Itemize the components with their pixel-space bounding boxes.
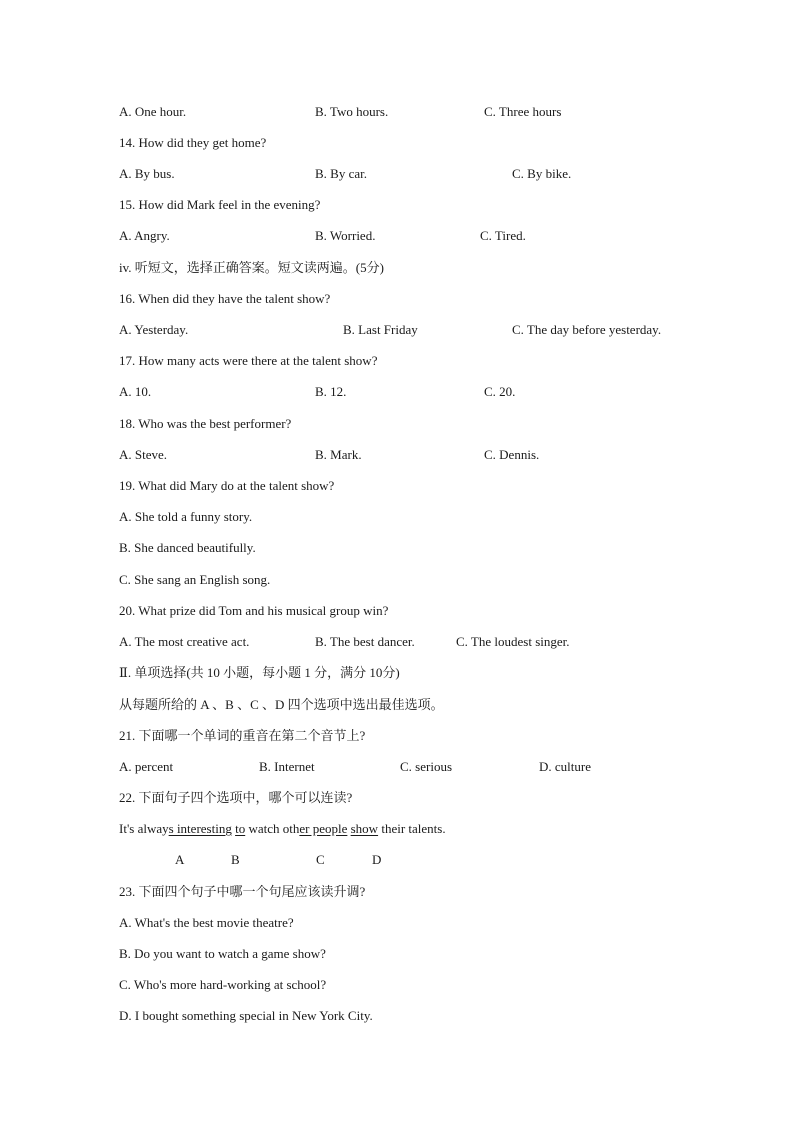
section-iv-heading: iv. 听短文，选择正确答案。短文读两遍。(5分) xyxy=(119,260,384,275)
q14-option-c: C. By bike. xyxy=(512,166,572,181)
section-ii-heading: Ⅱ. 单项选择(共 10 小题，每小题 1 分，满分 10分) xyxy=(119,665,400,680)
q16-option-c: C. The day before yesterday. xyxy=(512,322,662,337)
q23-question: 23. 下面四个句子中哪一个句尾应该读升调? xyxy=(119,884,366,899)
q22-question: 22. 下面句子四个选项中，哪个可以连读? xyxy=(119,790,353,805)
q22-link-c: er people xyxy=(299,821,348,836)
q22-link-a: s interesting xyxy=(168,821,232,836)
q23-option-a: A. What's the best movie theatre? xyxy=(119,915,294,930)
q22-link-b: to xyxy=(235,821,246,836)
q20-option-c: C. The loudest singer. xyxy=(456,634,570,649)
q14-option-b: B. By car. xyxy=(315,166,367,181)
q20-option-a: A. The most creative act. xyxy=(119,634,250,649)
q19-option-a: A. She told a funny story. xyxy=(119,509,253,524)
q17-question: 17. How many acts were there at the talent show? xyxy=(119,353,378,368)
q23-option-c: C. Who's more hard-working at school? xyxy=(119,977,327,992)
q18-question: 18. Who was the best performer? xyxy=(119,416,292,431)
q21-option-b: B. Internet xyxy=(259,759,315,774)
q16-option-a: A. Yesterday. xyxy=(119,322,189,337)
q22-sentence-text: watch oth xyxy=(245,821,300,836)
q14-option-a: A. By bus. xyxy=(119,166,175,181)
q18-option-c: C. Dennis. xyxy=(484,447,540,462)
q15-option-a: A. Angry. xyxy=(119,228,170,243)
q21-question: 21. 下面哪一个单词的重音在第二个音节上? xyxy=(119,728,366,743)
q22-link-d: show xyxy=(350,821,379,836)
q13-option-a: A. One hour. xyxy=(119,104,187,119)
q17-option-c: C. 20. xyxy=(484,384,516,399)
q22-sentence-text: their talents. xyxy=(378,821,446,836)
q17-option-b: B. 12. xyxy=(315,384,347,399)
q22-letter-c: C xyxy=(316,852,325,867)
q19-question: 19. What did Mary do at the talent show? xyxy=(119,478,335,493)
q13-option-b: B. Two hours. xyxy=(315,104,389,119)
q23-option-d: D. I bought something special in New York City. xyxy=(119,1008,373,1023)
q18-option-b: B. Mark. xyxy=(315,447,362,462)
q20-question: 20. What prize did Tom and his musical group win? xyxy=(119,603,389,618)
q15-option-b: B. Worried. xyxy=(315,228,376,243)
q21-option-a: A. percent xyxy=(119,759,174,774)
q19-option-c: C. She sang an English song. xyxy=(119,572,271,587)
q18-option-a: A. Steve. xyxy=(119,447,168,462)
q16-option-b: B. Last Friday xyxy=(343,322,418,337)
q13-option-c: C. Three hours xyxy=(484,104,562,119)
q15-question: 15. How did Mark feel in the evening? xyxy=(119,197,321,212)
q22-letter-b: B xyxy=(231,852,240,867)
q22-sentence xyxy=(119,821,446,837)
q22-letter-d: D xyxy=(372,852,382,867)
q21-option-d: D. culture xyxy=(539,759,591,774)
q19-option-b: B. She danced beautifully. xyxy=(119,540,256,555)
q21-option-c: C. serious xyxy=(400,759,452,774)
q16-question: 16. When did they have the talent show? xyxy=(119,291,331,306)
q15-option-c: C. Tired. xyxy=(480,228,526,243)
q17-option-a: A. 10. xyxy=(119,384,152,399)
q22-letter-a: A xyxy=(175,852,185,867)
q22-sentence-text: It's alway xyxy=(119,821,169,836)
q14-question: 14. How did they get home? xyxy=(119,135,267,150)
section-ii-instruction: 从每题所给的 A 、B 、C 、D 四个选项中选出最佳选项。 xyxy=(119,697,444,712)
q23-option-b: B. Do you want to watch a game show? xyxy=(119,946,326,961)
q20-option-b: B. The best dancer. xyxy=(315,634,415,649)
